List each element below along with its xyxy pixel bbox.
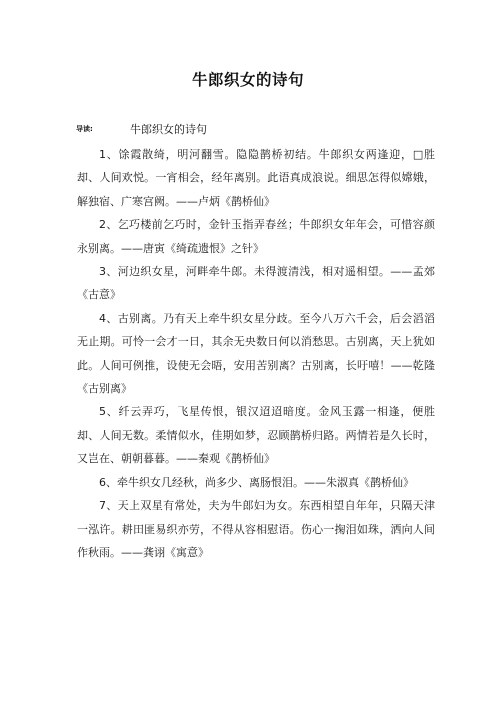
poem-paragraph-6: 6、牵牛织女几经秋，尚多少、离肠恨泪。——朱淑真《鹊桥仙》 [99, 475, 414, 489]
page-title: 牛郎织女的诗句 [191, 71, 304, 89]
poem-paragraph-1: 1、馀霞散绮，明河翻雪。隐隐鹊桥初结。牛郎织女两逢迎，□胜却、人间欢悦。一宵相会，经年离别。此语真成浪说。细思怎得似嫦娥，解独宿、广寒宫阙。——卢炳《鹊桥仙》 [77, 148, 435, 208]
guide-text: 牛郎织女的诗句 [130, 123, 207, 136]
poem-list [77, 143, 435, 564]
guide-row [76, 121, 436, 137]
poem-paragraph-3: 3、河边织女星，河畔牵牛郎。未得渡清浅，相对遥相望。——孟郊《古意》 [77, 265, 435, 302]
poem-paragraph-5: 5、纤云弄巧，飞星传恨，银汉迢迢暗度。金风玉露一相逢，便胜却、人间无数。柔情似水，佳期如梦，忍顾鹊桥归路。两情若是久长时，又岂在、朝朝暮暮。——秦观《鹊桥仙》 [77, 405, 435, 466]
poem-paragraph-7: 7、天上双星有常处，夫为牛郎妇为女。东西相望自年年，只隔天津一泓许。耕田匪易织亦劳，不得从容相慰语。伤心一掬泪如珠，洒向人间作秋雨。——龚诩《寓意》 [77, 499, 435, 559]
poem-paragraph-4: 4、古别离。乃有天上牵牛织女星分歧。至今八万六千会，后会滔滔无止期。可怜一会才一日，其余无央数日何以消愁思。古别离，天上犹如此。人间可例推，设使无会晤，安用苦别离？古别离，长吁嘻！——乾隆《古别离》 [77, 311, 435, 396]
guide-label: 导读: [76, 125, 93, 133]
poem-paragraph-2: 2、乞巧楼前乞巧时，金针玉指弄春丝；牛郎织女年年会，可惜容颜永别离。——唐寅《绮疏遗恨》之针》 [77, 218, 435, 255]
